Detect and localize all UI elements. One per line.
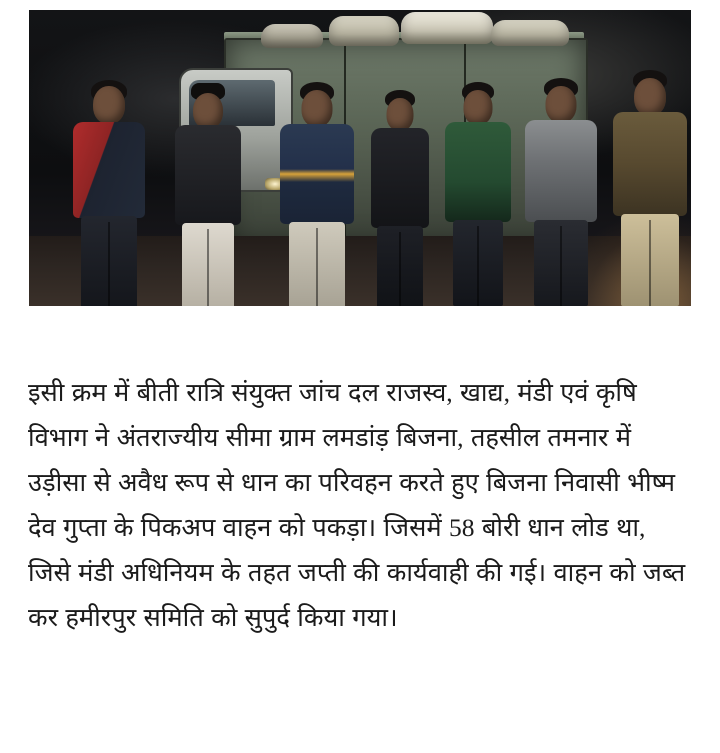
- torso-uniform: [613, 112, 687, 216]
- torso-jacket: [73, 122, 145, 218]
- head: [93, 86, 125, 124]
- torso-jacket: [280, 124, 354, 224]
- legs: [81, 216, 137, 306]
- news-photo: [29, 10, 691, 306]
- paddy-sack: [401, 12, 493, 44]
- torso-vest: [525, 120, 597, 222]
- legs: [621, 214, 679, 306]
- torso-jacket: [175, 125, 241, 225]
- person: [521, 76, 601, 306]
- torso-jacket: [445, 122, 511, 222]
- head: [546, 86, 577, 123]
- person: [441, 78, 515, 306]
- head: [464, 90, 493, 125]
- photo-canvas: [29, 10, 691, 306]
- person: [367, 84, 433, 306]
- article-paragraph: इसी क्रम में बीती रात्रि संयुक्त जांच दल राजस्व, खाद्य, मंडी एवं कृषि विभाग ने अंतराज्यीय सीमा ग्राम लमडांड़ बिजना, तहसील तमनार में उड़ीसा से अवैध रूप से धान का परिवहन करते हुए बिजना निवासी भीष्म देव गुप्ता के पिकअप वाहन को पकड़ा। जिसमें 58 बोरी धान लोड था, जिसे मंडी अधिनियम के तहत जप्ती की कार्यवाही की गई। वाहन को जब्त कर हमीरपुर समिति को सुपुर्द किया गया।: [28, 378, 686, 632]
- article-body: [28, 370, 692, 640]
- person: [69, 76, 149, 306]
- paddy-sack: [491, 20, 569, 46]
- paddy-sack: [329, 16, 399, 46]
- person: [277, 78, 357, 306]
- head: [634, 78, 666, 116]
- head: [387, 98, 414, 131]
- head: [193, 93, 223, 129]
- legs: [289, 222, 345, 306]
- person-police: [609, 70, 691, 306]
- head: [302, 90, 333, 127]
- legs: [453, 220, 503, 306]
- torso-jacket: [371, 128, 429, 228]
- legs: [182, 223, 234, 306]
- legs: [534, 220, 588, 306]
- legs: [377, 226, 423, 306]
- paddy-sack: [261, 24, 323, 48]
- person: [171, 81, 245, 306]
